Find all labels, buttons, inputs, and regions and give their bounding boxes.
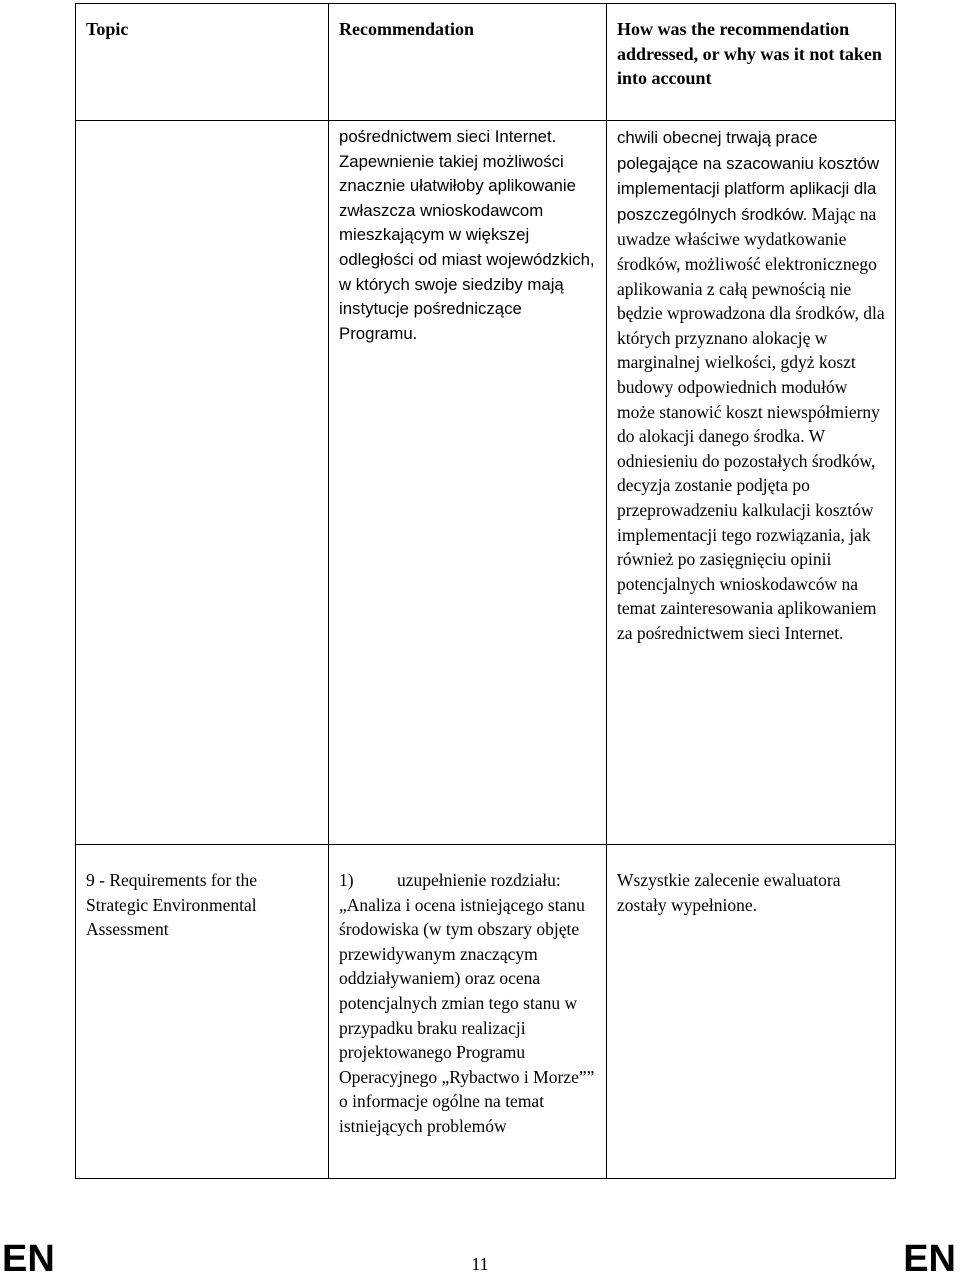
row2-topic-cell xyxy=(76,845,329,1179)
recommendations-table xyxy=(75,3,896,1179)
table-header-row xyxy=(76,4,896,121)
row1-addressed-cell xyxy=(607,121,896,845)
row1-recommendation-cell xyxy=(329,121,607,845)
header-recommendation: Recommendation xyxy=(329,4,607,121)
row2-recommendation-number: 1) xyxy=(339,870,354,890)
page-number: 11 xyxy=(471,1254,489,1274)
row1-recommendation-text: pośrednictwem sieci Internet. Zapewnienie takiej możliwości znacznie ułatwiłoby aplikowanie zwłaszcza wnioskodawcom mieszkającym w większej odległości od miast wojewódzkich, w których swoje siedziby mają instytucje pośredniczące Programu. xyxy=(339,127,595,343)
table-row xyxy=(76,121,896,845)
footer-language-right: EN xyxy=(903,1238,956,1280)
row2-addressed-text: Wszystkie zalecenie ewaluatora zostały wypełnione. xyxy=(617,870,841,915)
row2-recommendation-cell xyxy=(329,845,607,1179)
table-row xyxy=(76,845,896,1179)
row1-addressed-text-b: Mając na uwadze właściwe wydatkowanie środków, możliwość elektronicznego aplikowania z całą pewnością nie będzie wprowadzona dla środków, dla których przyznano alokację w marginalnej wielkości, gdyż koszt budowy odpowiednich modułów może stanowić koszt niewspółmierny do alokacji danego środka. W odniesieniu do pozostałych środków, decyzja zostanie podjęta po przeprowadzeniu kalkulacji kosztów implementacji tego rozwiązania, jak również po zasięgnięciu opinii potencjalnych wnioskodawców na temat zainteresowania aplikowaniem za pośrednictwem sieci Internet. xyxy=(617,203,885,643)
row1-addressed-text-a: chwili obecnej trwają prace polegające na szacowaniu kosztów implementacji platform aplikacji dla poszczególnych środków. xyxy=(617,128,880,224)
footer-language-left: EN xyxy=(2,1238,55,1280)
header-addressed: How was the recommendation addressed, or why was it not taken into account xyxy=(607,4,896,121)
row2-addressed-cell xyxy=(607,845,896,1179)
header-topic: Topic xyxy=(76,4,329,121)
row2-topic-text: 9 - Requirements for the Strategic Environmental Assessment xyxy=(86,870,258,940)
row1-topic-cell xyxy=(76,121,329,845)
row2-recommendation-text: uzupełnienie rozdziału: „Analiza i ocena istniejącego stanu środowiska (w tym obszary objęte przewidywanym znaczącym oddziaływaniem) oraz ocena potencjalnych zmian tego stanu w przypadku braku realizacji projektowanego Programu Operacyjnego „Rybactwo i Morze”” o informacje ogólne na temat istniejących problemów xyxy=(339,870,595,1136)
